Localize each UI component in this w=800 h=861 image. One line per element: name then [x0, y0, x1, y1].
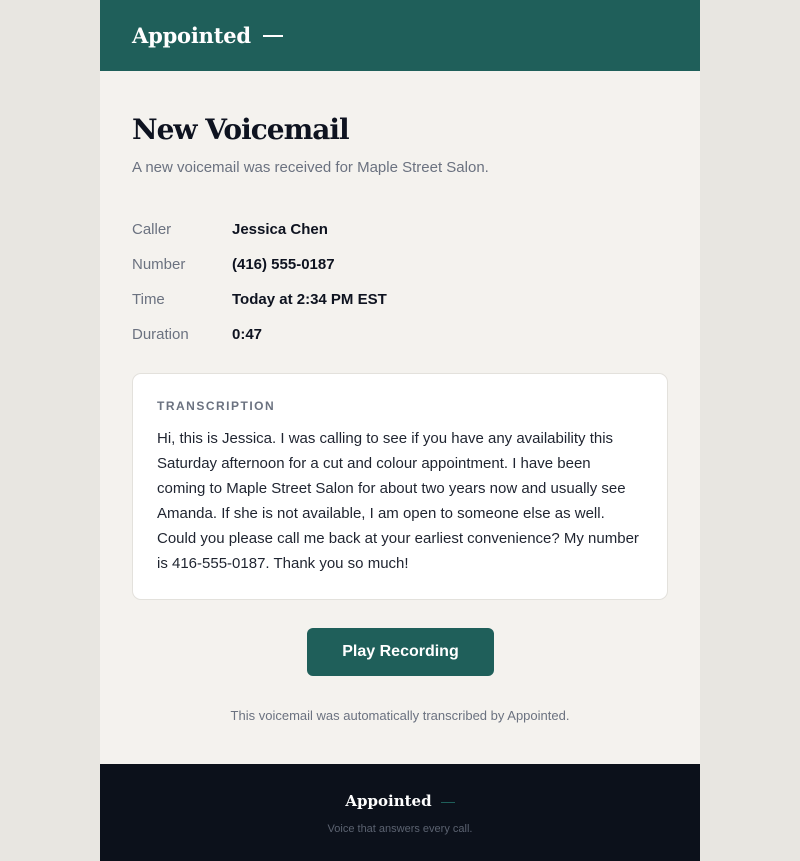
call-duration: 0:47: [232, 326, 263, 343]
detail-label: Number: [132, 256, 186, 273]
voicemail-details: [132, 212, 668, 352]
footer-tagline: Voice that answers every call.: [327, 823, 473, 835]
footer-brand-text: Appointed: [345, 792, 432, 810]
email-container: [100, 0, 700, 861]
transcription-heading: TRANSCRIPTION: [157, 399, 276, 413]
transcription-text: Hi, this is Jessica. I was calling to see if you have any availability this Saturday afternoon for a cut and colour appointment. I have been coming to Maple Street Salon for about two years now and usually see Amanda. If she is not available, I am open to someone else as well. Could you please call me back at your earliest convenience? My number is 416-555-0187. Thank you so much!: [157, 430, 639, 572]
detail-row-caller: [132, 212, 668, 247]
page-title: New Voicemail: [132, 113, 349, 146]
email-footer: [100, 764, 700, 861]
header-brand-logo: Appointed: [132, 23, 251, 48]
detail-label: Duration: [132, 326, 189, 343]
detail-row-time: [132, 282, 668, 317]
detail-row-duration: [132, 317, 668, 352]
detail-label: Caller: [132, 221, 172, 238]
transcription-card: [132, 373, 668, 600]
auto-transcribed-note: This voicemail was automatically transcribed by Appointed.: [230, 708, 570, 723]
detail-row-number: [132, 247, 668, 282]
footer-brand-dash: [441, 802, 455, 803]
detail-label: Time: [132, 291, 165, 308]
call-time: Today at 2:34 PM EST: [232, 291, 387, 308]
caller-name: Jessica Chen: [232, 221, 328, 238]
email-header: [100, 0, 700, 71]
play-recording-button[interactable]: Play Recording: [307, 628, 494, 676]
page-subtitle: A new voicemail was received for Maple Street Salon.: [132, 159, 489, 176]
caller-number: (416) 555-0187: [232, 256, 335, 273]
header-brand-dash: [263, 35, 283, 37]
footer-brand-logo: [100, 792, 700, 810]
